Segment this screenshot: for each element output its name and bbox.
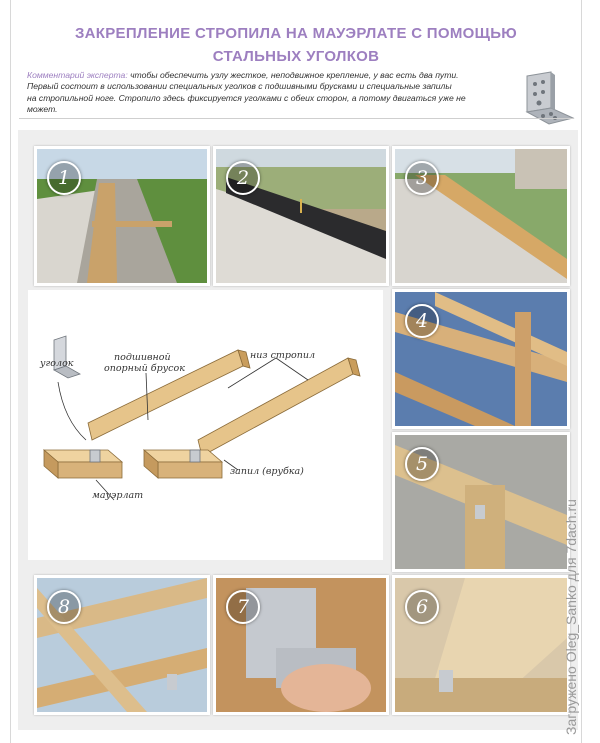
comment-line-3: на стропильной ноге. Стропило здесь фиксируется уголками с обеих сторон, а потому двигаться уже не [27,92,466,103]
comment-line-4: может. [27,104,58,115]
diagram-drawing [28,290,383,560]
title-line-2: СТАЛЬНЫХ УГОЛКОВ [212,48,380,65]
label-support-1: подшивной [114,352,171,363]
step-photo-4 [392,289,570,429]
mounting-diagram [28,290,383,560]
label-mauerlat: мауэрлат [92,490,144,501]
step-number-8: 8 [47,590,81,624]
step-number-2: 2 [226,161,260,195]
step-photo-2 [213,146,389,286]
label-corner: уголок [40,358,74,369]
step-number-4: 4 [405,304,439,338]
label-rafter-bottom: низ стропил [250,350,315,361]
label-support-2: опорный брусок [104,363,185,374]
step-number-6: 6 [405,590,439,624]
page-title [51,22,541,68]
step-number-5: 5 [405,447,439,481]
step-number-3: 3 [405,161,439,195]
expert-comment [27,70,517,116]
watermark-text: Загружено Oleg_Sanko для 7dach.ru [563,499,579,735]
steel-angle-bracket-icon [511,68,577,132]
step-photo-7 [213,575,389,715]
title-line-1: ЗАКРЕПЛЕНИЕ СТРОПИЛА НА МАУЭРЛАТЕ С ПОМОЩЬЮ [74,25,518,42]
step-photo-3 [392,146,570,286]
comment-line-1: чтобы обеспечить узлу жесткое, неподвижное крепление, у вас есть два пути. [127,70,459,80]
step-photo-8 [34,575,210,715]
step-photo-1 [34,146,210,286]
step-number-1: 1 [47,161,81,195]
step-photo-5 [392,432,570,572]
comment-lead: Комментарий эксперта: [27,70,128,80]
step-number-7: 7 [226,590,260,624]
label-notch: запил (врубка) [230,466,304,477]
header-divider [19,118,574,119]
step-photo-6 [392,575,570,715]
comment-line-2: Первый состоит в использовании специальных уголков с подшивными брусками и специальные запилы [27,81,452,92]
